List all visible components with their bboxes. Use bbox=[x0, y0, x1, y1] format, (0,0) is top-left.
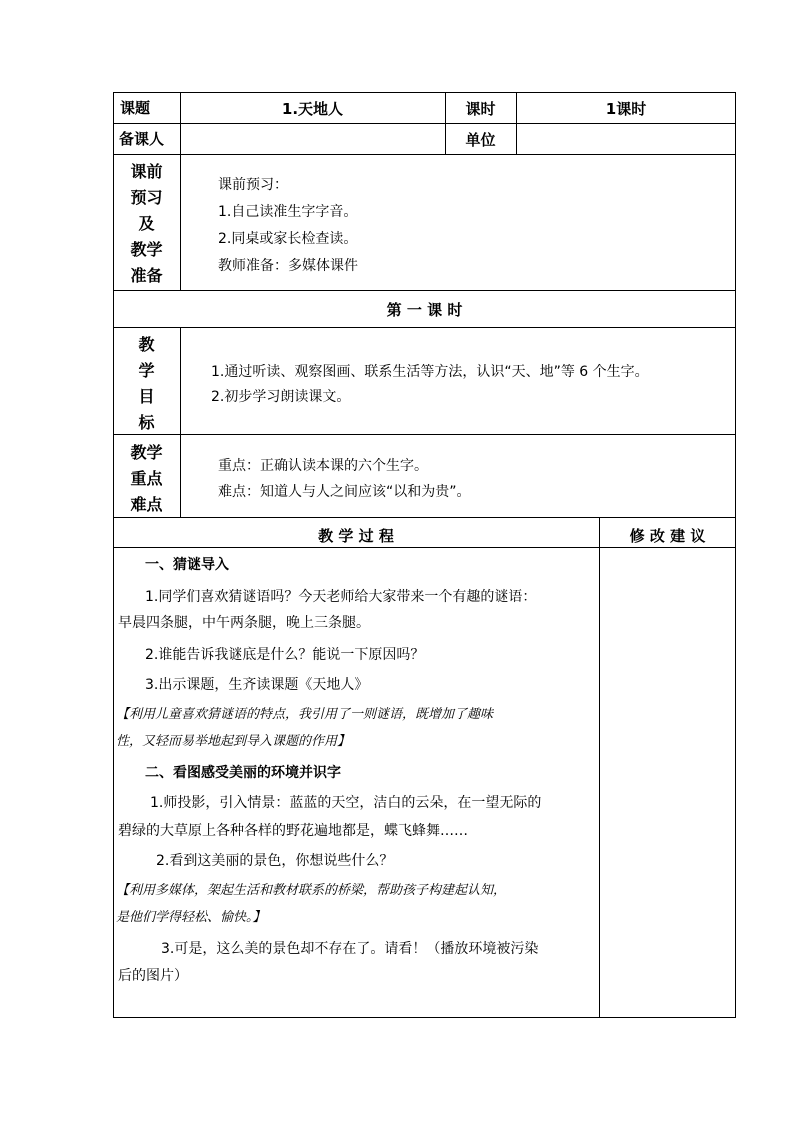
process-line: 一、猜谜导入 bbox=[145, 557, 229, 573]
suggestion-heading: 修 改 建 议 bbox=[629, 527, 706, 545]
row-divider bbox=[113, 547, 736, 548]
process-line: 3.出示课题，生齐读课题《天地人》 bbox=[145, 677, 369, 693]
process-line: 2.看到这美丽的景色，你想说些什么？ bbox=[156, 853, 394, 869]
label-line: 标 bbox=[138, 413, 155, 432]
process-line: 二、看图感受美丽的环境并识字 bbox=[145, 765, 341, 781]
label-line: 学 bbox=[138, 361, 155, 380]
label-line: 课前 bbox=[130, 162, 163, 181]
lesson-heading: 第 一 课 时 bbox=[386, 301, 463, 319]
process-line: 后的图片） bbox=[118, 968, 188, 984]
keypoints-section-label bbox=[113, 440, 180, 518]
process-line: 1.师投影，引入情景：蓝蓝的天空，洁白的云朵，在一望无际的 bbox=[150, 795, 542, 811]
process-note: 【利用多媒体，架起生活和教材联系的桥梁，帮助孩子构建起认知， bbox=[116, 883, 507, 898]
preview-line: 课前预习： bbox=[218, 177, 288, 193]
preview-line: 教师准备：多媒体课件 bbox=[218, 258, 358, 274]
preview-section-label bbox=[113, 159, 180, 289]
keypoint-line: 难点：知道人与人之间应该“以和为贵”。 bbox=[218, 484, 471, 500]
row-divider bbox=[113, 154, 736, 155]
process-note: 是他们学得轻松、愉快。】 bbox=[116, 910, 266, 925]
label-line: 预习 bbox=[130, 188, 163, 207]
process-line: 碧绿的大草原上各种各样的野花遍地都是，蝶飞蜂舞…… bbox=[118, 823, 468, 839]
col-divider bbox=[180, 92, 181, 290]
label-line: 难点 bbox=[130, 495, 163, 514]
period-value: 1课时 bbox=[605, 100, 647, 118]
period-label: 课时 bbox=[465, 100, 496, 118]
topic-label: 课题 bbox=[120, 99, 151, 117]
label-line: 准备 bbox=[130, 266, 163, 285]
process-note: 性，又轻而易举地起到导入课题的作用】 bbox=[116, 734, 351, 749]
col-divider bbox=[599, 517, 600, 1018]
preparer-label: 备课人 bbox=[119, 130, 165, 148]
topic-value: 1.天地人 bbox=[281, 100, 344, 118]
preview-line: 2.同桌或家长检查读。 bbox=[218, 231, 358, 247]
process-line: 早晨四条腿，中午两条腿，晚上三条腿。 bbox=[118, 615, 370, 631]
preview-line: 1.自己读准生字字音。 bbox=[218, 204, 358, 220]
process-line: 1.同学们喜欢猜谜语吗？今天老师给大家带来一个有趣的谜语： bbox=[145, 589, 537, 605]
unit-label: 单位 bbox=[465, 131, 496, 149]
row-divider bbox=[113, 434, 736, 435]
goal-line: 2.初步学习朗读课文。 bbox=[211, 389, 351, 405]
goal-line: 1.通过听读、观察图画、联系生活等方法，认识“天、地”等 6 个生字。 bbox=[211, 364, 649, 380]
keypoint-line: 重点：正确认读本课的六个生字。 bbox=[218, 458, 428, 474]
row-divider bbox=[113, 123, 736, 124]
goals-section-label bbox=[113, 332, 180, 436]
label-line: 及 bbox=[138, 214, 155, 233]
label-line: 重点 bbox=[130, 469, 163, 488]
row-divider bbox=[113, 290, 736, 291]
process-line: 2.谁能告诉我谜底是什么？能说一下原因吗？ bbox=[145, 647, 425, 663]
row-divider bbox=[113, 327, 736, 328]
label-line: 教 bbox=[138, 335, 155, 354]
label-line: 目 bbox=[138, 387, 155, 406]
process-heading: 教 学 过 程 bbox=[318, 527, 394, 545]
label-line: 教学 bbox=[130, 240, 163, 259]
process-note: 【利用儿童喜欢猜谜语的特点，我引用了一则谜语，既增加了趣味 bbox=[116, 707, 494, 722]
col-divider bbox=[180, 327, 181, 517]
process-line: 3.可是，这么美的景色却不存在了。请看！（播放环境被污染 bbox=[161, 941, 539, 957]
row-divider bbox=[113, 517, 736, 518]
label-line: 教学 bbox=[130, 443, 163, 462]
